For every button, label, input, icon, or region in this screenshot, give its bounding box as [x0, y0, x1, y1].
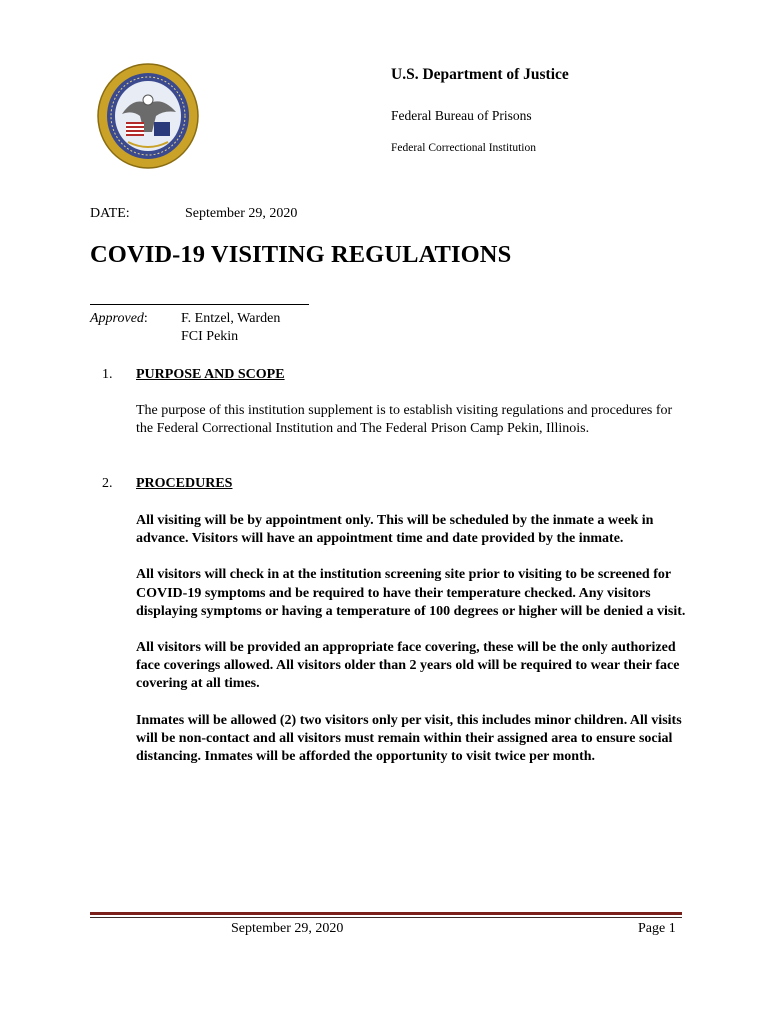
approved-label — [90, 310, 181, 328]
approved-label-text: Approved — [90, 311, 144, 326]
agency-header — [391, 66, 569, 154]
institution-name: Federal Correctional Institution — [391, 142, 536, 154]
date-value: September 29, 2020 — [185, 206, 298, 221]
approver-facility: FCI Pekin — [181, 329, 239, 344]
footer-rule-thin — [90, 917, 682, 918]
approver-name: F. Entzel, Warden — [181, 311, 281, 326]
section-number: 1. — [102, 367, 113, 382]
paragraph: The purpose of this institution supplement is to establish visiting regulations and procedures for the Federal Correctional Institution and The Federal Prison Camp Pekin, Illinois. — [136, 403, 673, 436]
approval-block — [90, 310, 280, 346]
section-body — [136, 402, 691, 456]
department-name: U.S. Department of Justice — [391, 66, 569, 83]
approver — [181, 310, 280, 346]
section-title: PROCEDURES — [136, 476, 233, 491]
document-title: COVID-19 VISITING REGULATIONS — [90, 241, 512, 268]
date-label: DATE: — [90, 206, 130, 221]
section-body — [136, 512, 691, 784]
footer-date: September 29, 2020 — [231, 921, 344, 936]
procedure-paragraph: Inmates will be allowed (2) two visitors only per visit, this includes minor children. All visits will be non-contact and all visitors must remain within their assigned area to ensure social distancing. Inmates will be afforded the opportunity to visit twice per month. — [136, 712, 682, 765]
bureau-name: Federal Bureau of Prisons — [391, 108, 532, 123]
approved-label-colon: : — [143, 311, 148, 326]
section-number: 2. — [102, 476, 113, 491]
seal-icon — [96, 62, 200, 170]
signature-line — [90, 304, 309, 305]
procedure-paragraph: All visitors will check in at the institution screening site prior to visiting to be screened for COVID-19 symptoms and be required to have their temperature checked. Any visitors displaying symptoms or having a temperature of 100 degrees or higher will be denied a visit. — [136, 567, 686, 619]
department-of-justice-seal — [96, 62, 200, 170]
section-title: PURPOSE AND SCOPE — [136, 367, 285, 382]
procedure-paragraph: All visitors will be provided an appropriate face covering, these will be the only authorized face coverings allowed. All visitors older than 2 years old will be required to wear their face covering at all times. — [136, 640, 680, 692]
footer-rule-thick — [90, 912, 682, 915]
footer-rule — [90, 912, 682, 918]
footer-page-number: Page 1 — [638, 921, 676, 936]
procedure-paragraph: All visiting will be by appointment only. This will be scheduled by the inmate a week in advance. Visitors will have an appointment time and date provided by the inmate. — [136, 513, 654, 547]
date-line — [90, 206, 297, 222]
